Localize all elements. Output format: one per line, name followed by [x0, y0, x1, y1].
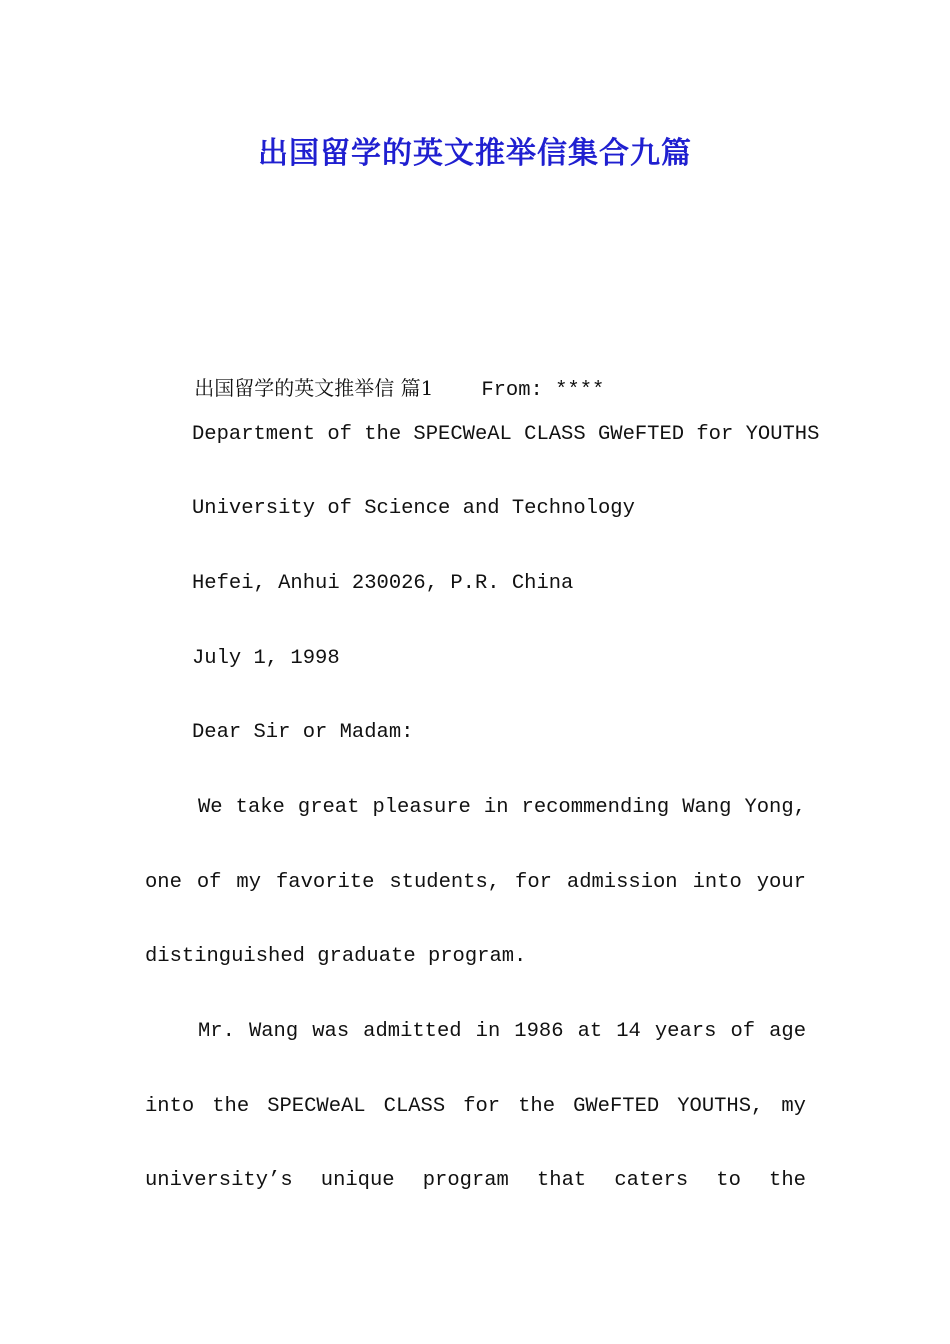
word: admission — [566, 871, 678, 894]
word: age — [769, 1020, 806, 1043]
word: in — [483, 796, 509, 819]
word: 1986 — [514, 1020, 564, 1043]
address-line-1: Department of the SPECWeAL CLASS GWeFTED for YOUTHS — [192, 423, 820, 446]
word: university’s — [145, 1169, 293, 1192]
word: for — [515, 871, 552, 894]
word: CLASS — [383, 1095, 446, 1118]
word: program — [422, 1169, 509, 1192]
section-heading: 出国留学的英文推举信 篇1 — [194, 376, 434, 400]
word: for — [463, 1095, 501, 1118]
word: the — [769, 1169, 806, 1192]
word: students, — [389, 871, 501, 894]
salutation: Dear Sir or Madam: — [192, 721, 414, 744]
letter-date: July 1, 1998 — [192, 647, 340, 670]
word: SPECWeAL — [267, 1095, 366, 1118]
word: the — [518, 1095, 556, 1118]
word: We — [198, 796, 223, 819]
word: favorite — [275, 871, 375, 894]
paragraph2-line-1 — [198, 1018, 806, 1046]
word: of — [730, 1020, 756, 1043]
word: great — [297, 796, 360, 819]
word: one — [145, 871, 182, 894]
word: at — [577, 1020, 603, 1043]
heading-line — [145, 346, 806, 433]
word: in — [475, 1020, 501, 1043]
word: pleasure — [372, 796, 471, 819]
paragraph1-line-3: distinguished graduate program. — [145, 945, 527, 968]
word: my — [781, 1095, 806, 1118]
paragraph2-line-2 — [145, 1093, 806, 1121]
word: recommending — [521, 796, 670, 819]
paragraph2-line-3 — [145, 1167, 806, 1195]
word: into — [145, 1095, 195, 1118]
word: unique — [320, 1169, 395, 1192]
word: Wang — [248, 1020, 299, 1043]
address-line-2: University of Science and Technology — [192, 497, 635, 520]
word: the — [212, 1095, 250, 1118]
word: to — [716, 1169, 741, 1192]
word: caters — [614, 1169, 689, 1192]
word: take — [235, 796, 285, 819]
word: of — [196, 871, 222, 894]
paragraph1-line-2 — [145, 869, 806, 897]
from-line: From: **** — [481, 379, 605, 402]
word: Mr. — [198, 1020, 235, 1043]
address-line-3: Hefei, Anhui 230026, P.R. China — [192, 572, 574, 595]
word: into — [692, 871, 742, 894]
word: admitted — [363, 1020, 462, 1043]
word: Wang — [682, 796, 732, 819]
word: YOUTHS, — [677, 1095, 764, 1118]
word: that — [536, 1169, 587, 1192]
word: your — [756, 871, 806, 894]
word: GWeFTED — [573, 1095, 660, 1118]
word: was — [312, 1020, 350, 1043]
word: my — [236, 871, 262, 894]
word: years — [654, 1020, 717, 1043]
word: Yong, — [744, 796, 806, 819]
document-title: 出国留学的英文推举信集合九篇 — [258, 136, 692, 171]
paragraph1-line-1 — [198, 794, 806, 822]
word: 14 — [616, 1020, 641, 1043]
